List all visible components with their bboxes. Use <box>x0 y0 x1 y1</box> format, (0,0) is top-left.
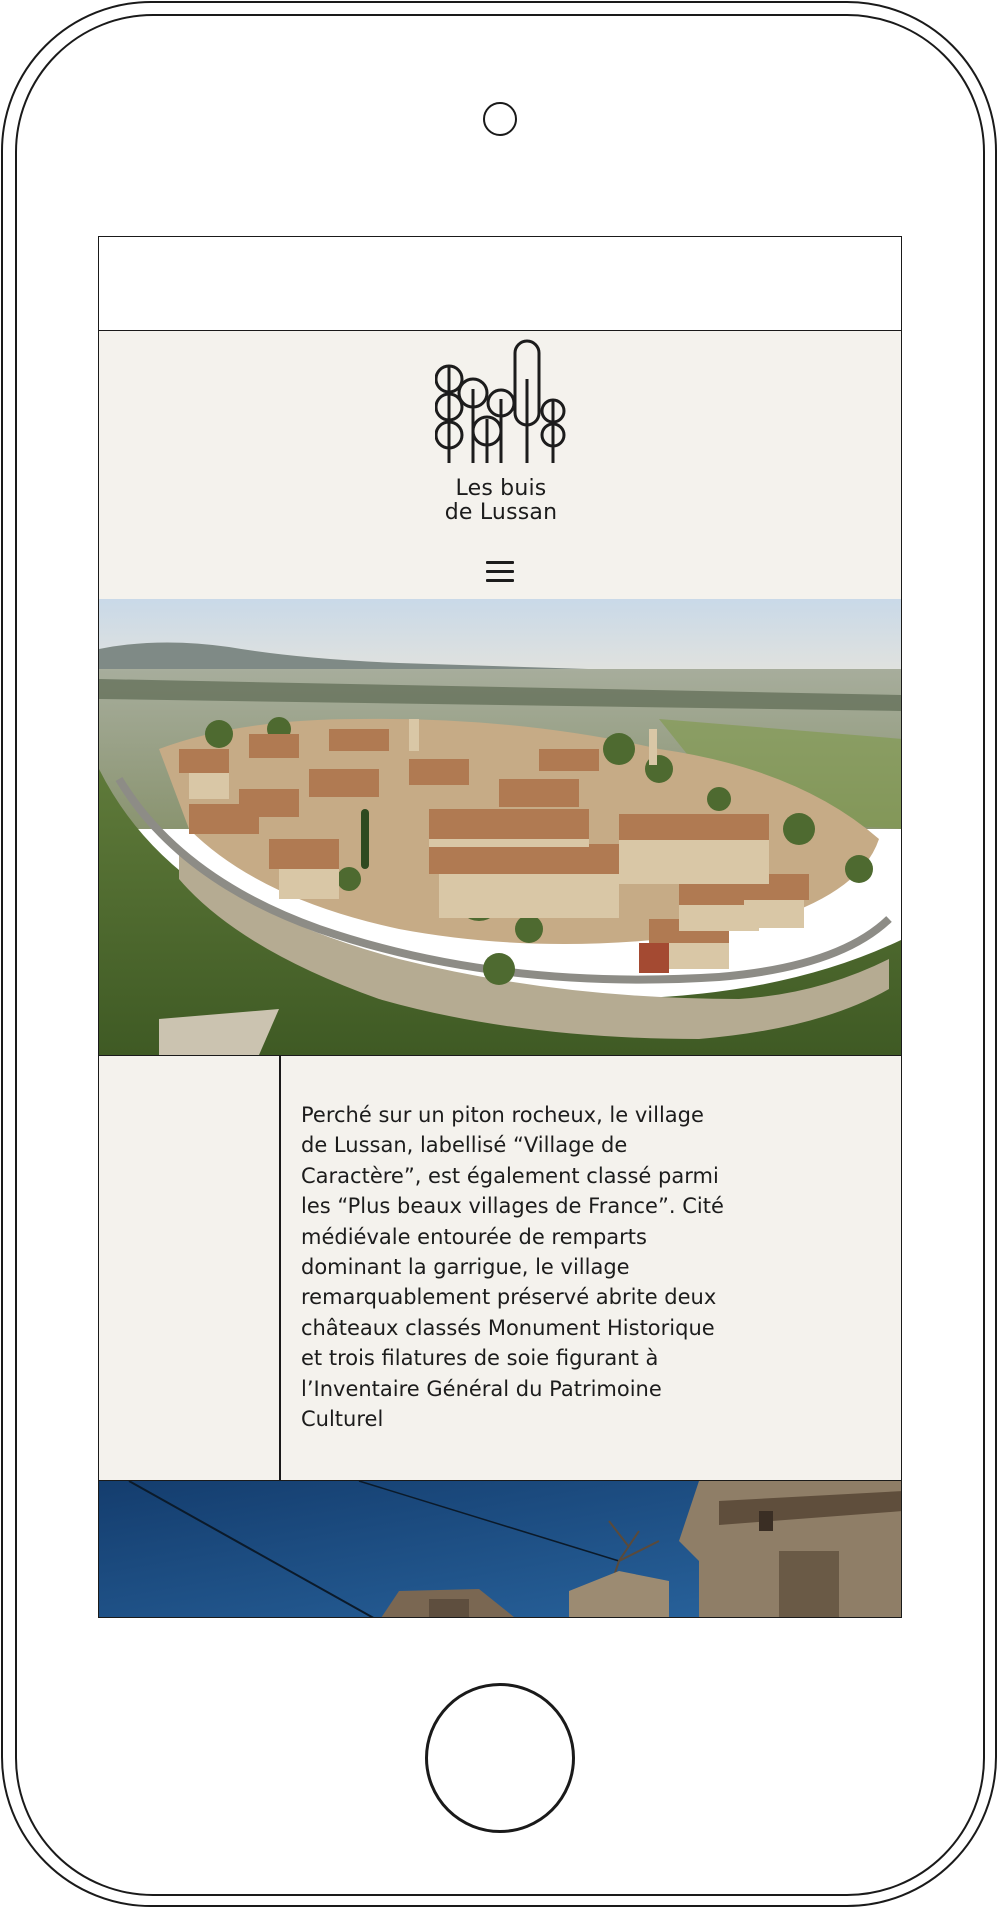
intro-paragraph: Perché sur un piton rocheux, le village de Lussan, labellisé “Village de Caractère”, est également classé parmi les “Plus beaux villages de France”. Cité médiévale entourée de remparts dominant la garrigue, le village remarquablement préservé abrite deux châteaux classés Monument Historique et trois filatures de soie figurant à l’Inventaire Général du Patrimoine Culturel <box>301 1103 724 1432</box>
trees-logo-icon <box>435 339 567 469</box>
village-street-photo <box>99 1481 901 1618</box>
logo-line-2: de Lussan <box>444 500 558 525</box>
site-header <box>99 331 901 599</box>
status-bar <box>99 237 901 331</box>
home-button[interactable] <box>425 1683 575 1833</box>
village-aerial-photo <box>99 599 901 1055</box>
site-logo[interactable] <box>427 339 575 534</box>
intro-divider <box>279 1056 281 1480</box>
phone-screen <box>98 236 902 1618</box>
logo-line-1: Les buis <box>455 476 547 501</box>
front-camera <box>483 102 517 136</box>
intro-section <box>99 1055 901 1481</box>
logo-wordmark <box>427 477 575 525</box>
hamburger-menu-icon[interactable] <box>486 561 514 583</box>
